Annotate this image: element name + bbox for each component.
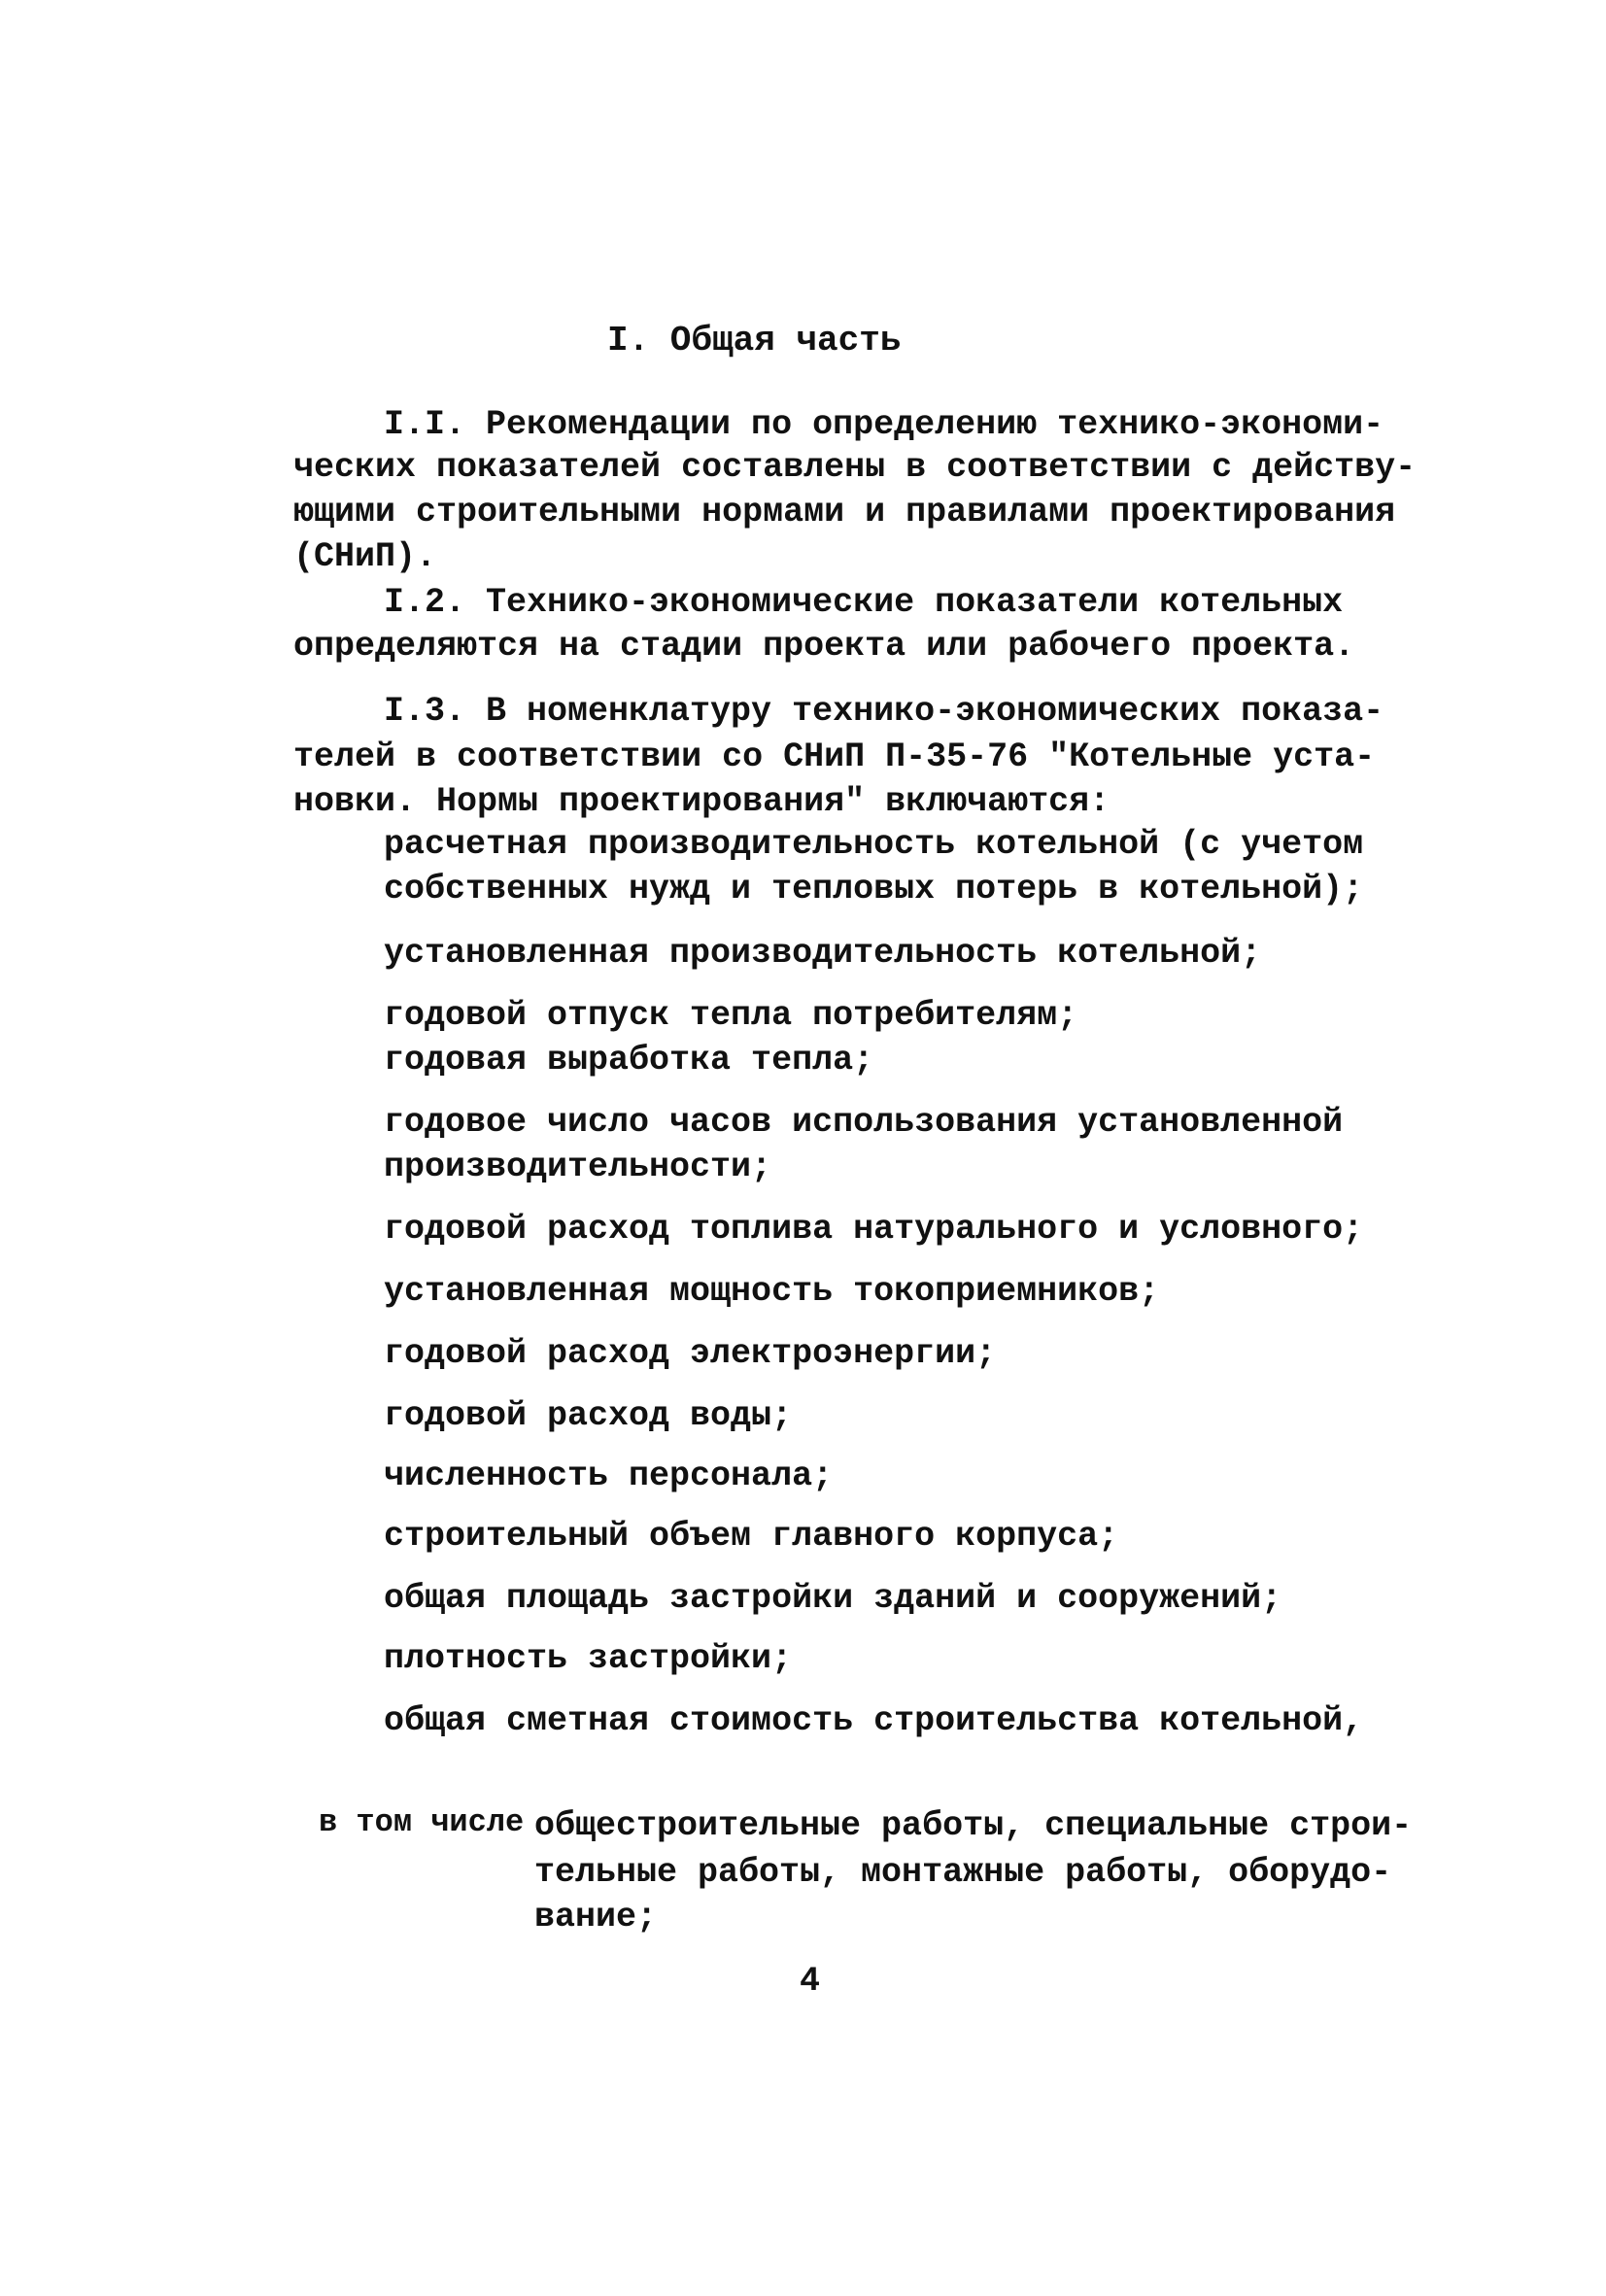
list-item-continuation: производительности; <box>384 1148 772 1186</box>
list-item: численность персонала; <box>384 1456 834 1495</box>
including-label: в том числе <box>319 1804 525 1840</box>
list-item: строительный объем главного корпуса; <box>384 1517 1119 1556</box>
paragraph-1-1-line-2: ческих показателей составлены в соответствии с действу- <box>293 448 1417 487</box>
paragraph-1-1-line-3: ющими строительными нормами и правилами проектирования <box>293 493 1396 531</box>
paragraph-1-2-line-1: I.2. Технико-экономические показатели котельных <box>384 583 1344 622</box>
list-item: годовая выработка тепла; <box>384 1041 874 1079</box>
list-item: общая сметная стоимость строительства котельной, <box>384 1701 1364 1740</box>
page-number: 4 <box>800 1962 821 2001</box>
list-item: установленная мощность токоприемников; <box>384 1272 1160 1311</box>
list-item: годовой расход воды; <box>384 1396 793 1435</box>
list-item: годовое число часов использования установленной <box>384 1103 1344 1142</box>
list-item: общая площадь застройки зданий и сооружений; <box>384 1579 1282 1618</box>
paragraph-1-3-line-3: новки. Нормы проектирования" включаются: <box>293 782 1111 821</box>
list-item: годовой расход электроэнергии; <box>384 1334 997 1373</box>
section-title: I. Общая часть <box>607 321 902 360</box>
paragraph-1-3-line-1: I.3. В номенклатуру технико-экономических показа- <box>384 692 1384 731</box>
list-item: плотность застройки; <box>384 1639 793 1678</box>
list-item: установленная производительность котельной; <box>384 934 1262 973</box>
list-item-continuation: собственных нужд и тепловых потерь в котельной); <box>384 870 1364 908</box>
paragraph-1-2-line-2: определяются на стадии проекта или рабочего проекта. <box>293 627 1355 666</box>
paragraph-1-1-line-4: (СНиП). <box>293 537 437 576</box>
paragraph-1-1-line-1: I.I. Рекомендации по определению технико-экономи- <box>384 405 1384 444</box>
list-item: годовой отпуск тепла потребителям; <box>384 996 1078 1035</box>
paragraph-1-3-line-2: телей в соответствии со СНиП П-35-76 "Котельные уста- <box>293 737 1376 776</box>
including-line-2: тельные работы, монтажные работы, оборудо- <box>534 1853 1392 1892</box>
including-line-1: общестроительные работы, специальные строи- <box>534 1806 1413 1845</box>
including-line-3: вание; <box>534 1898 658 1936</box>
list-item: расчетная производительность котельной (с учетом <box>384 825 1364 864</box>
list-item: годовой расход топлива натурального и условного; <box>384 1210 1364 1249</box>
